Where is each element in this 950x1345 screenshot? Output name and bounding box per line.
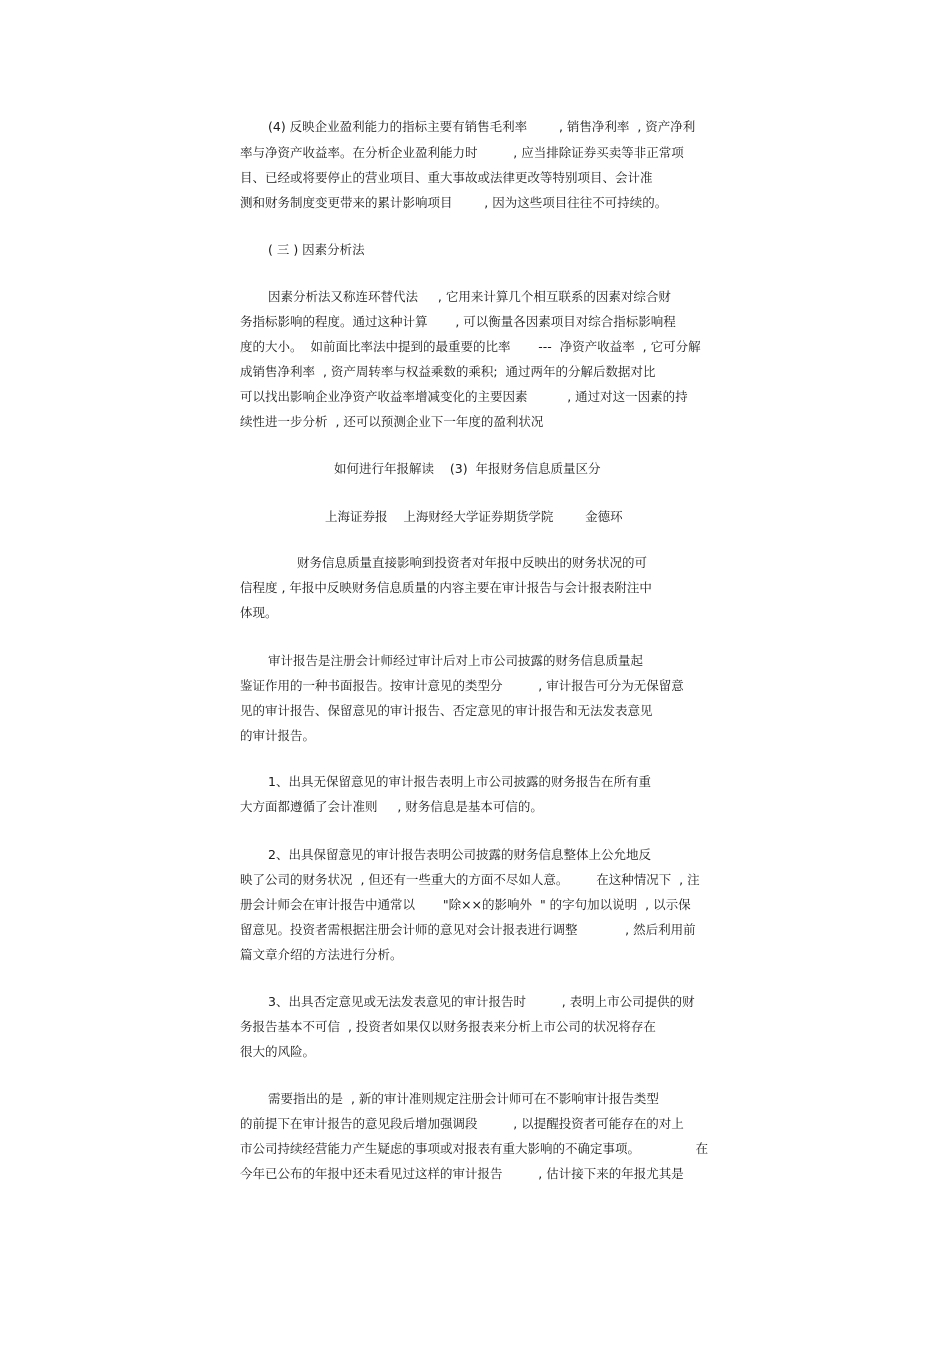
text-line: 今年已公布的年报中还未看见过这样的审计报告 , 估计接下来的年报尤其是 — [240, 1166, 684, 1181]
text-line: 信程度 , 年报中反映财务信息质量的内容主要在审计报告与会计报表附注中 — [240, 580, 652, 595]
text-line: 鉴证作用的一种书面报告。按审计意见的类型分 , 审计报告可分为无保留意 — [240, 678, 684, 693]
text-line: 务指标影响的程度。通过这种计算 , 可以衡量各因素项目对综合指标影响程 — [240, 314, 676, 329]
text-line: 留意见。投资者需根据注册会计师的意见对会计报表进行调整 , 然后利用前 — [240, 922, 696, 937]
text-line: 很大的风险。 — [240, 1044, 316, 1059]
text-line: 的审计报告。 — [240, 728, 316, 743]
text-line: 成销售净利率 , 资产周转率与权益乘数的乘积; 通过两年的分解后数据对比 — [240, 364, 656, 379]
text-line: 的前提下在审计报告的意见段后增加强调段 , 以提醒投资者可能存在的对上 — [240, 1116, 684, 1131]
article-byline: 上海证券报 上海财经大学证券期货学院 金德环 — [325, 509, 623, 524]
text-line: 见的审计报告、保留意见的审计报告、否定意见的审计报告和无法发表意见 — [240, 703, 653, 718]
text-line: 2、出具保留意见的审计报告表明公司披露的财务信息整体上公允地反 — [268, 847, 651, 862]
section-heading: ( 三 ) 因素分析法 — [268, 242, 365, 257]
text-line: 市公司持续经营能力产生疑虑的事项或对报表有重大影响的不确定事项。 在 — [240, 1141, 709, 1156]
text-line: 率与净资产收益率。在分析企业盈利能力时 , 应当排除证券买卖等非正常项 — [240, 145, 684, 160]
text-line: 测和财务制度变更带来的累计影响项目 , 因为这些项目往往不可持续的。 — [240, 195, 668, 210]
text-line: 财务信息质量直接影响到投资者对年报中反映出的财务状况的可 — [297, 555, 648, 570]
text-line: 册会计师会在审计报告中通常以 "除××的影响外 " 的字句加以说明 , 以示保 — [240, 897, 691, 912]
text-line: 审计报告是注册会计师经过审计后对上市公司披露的财务信息质量起 — [268, 653, 644, 668]
text-line: 度的大小。 如前面比率法中提到的最重要的比率 --- 净资产收益率 , 它可分解 — [240, 339, 701, 354]
text-line: 3、出具否定意见或无法发表意见的审计报告时 , 表明上市公司提供的财 — [268, 994, 695, 1009]
article-title: 如何进行年报解读 (3) 年报财务信息质量区分 — [334, 461, 601, 476]
text-line: 体现。 — [240, 605, 278, 620]
text-line: 续性进一步分析 , 还可以预测企业下一年度的盈利状况 — [240, 414, 544, 429]
text-line: 1、出具无保留意见的审计报告表明上市公司披露的财务报告在所有重 — [268, 774, 651, 789]
text-line: 因素分析法又称连环替代法 , 它用来计算几个相互联系的因素对综合财 — [268, 289, 671, 304]
text-line: 可以找出影响企业净资产收益率增减变化的主要因素 , 通过对这一因素的持 — [240, 389, 688, 404]
text-line: (4) 反映企业盈利能力的指标主要有销售毛利率 , 销售净利率 , 资产净利 — [268, 119, 696, 134]
text-line: 需要指出的是 , 新的审计准则规定注册会计师可在不影响审计报告类型 — [268, 1091, 659, 1106]
text-line: 务报告基本不可信 , 投资者如果仅以财务报表来分析上市公司的状况将存在 — [240, 1019, 656, 1034]
text-line: 大方面都遵循了会计准则 , 财务信息是基本可信的。 — [240, 799, 543, 814]
text-line: 篇文章介绍的方法进行分析。 — [240, 947, 403, 962]
text-line: 目、已经或将要停止的营业项目、重大事故或法律更改等特别项目、会计准 — [240, 170, 653, 185]
text-line: 映了公司的财务状况 , 但还有一些重大的方面不尽如人意。 在这种情况下 , 注 — [240, 872, 700, 887]
